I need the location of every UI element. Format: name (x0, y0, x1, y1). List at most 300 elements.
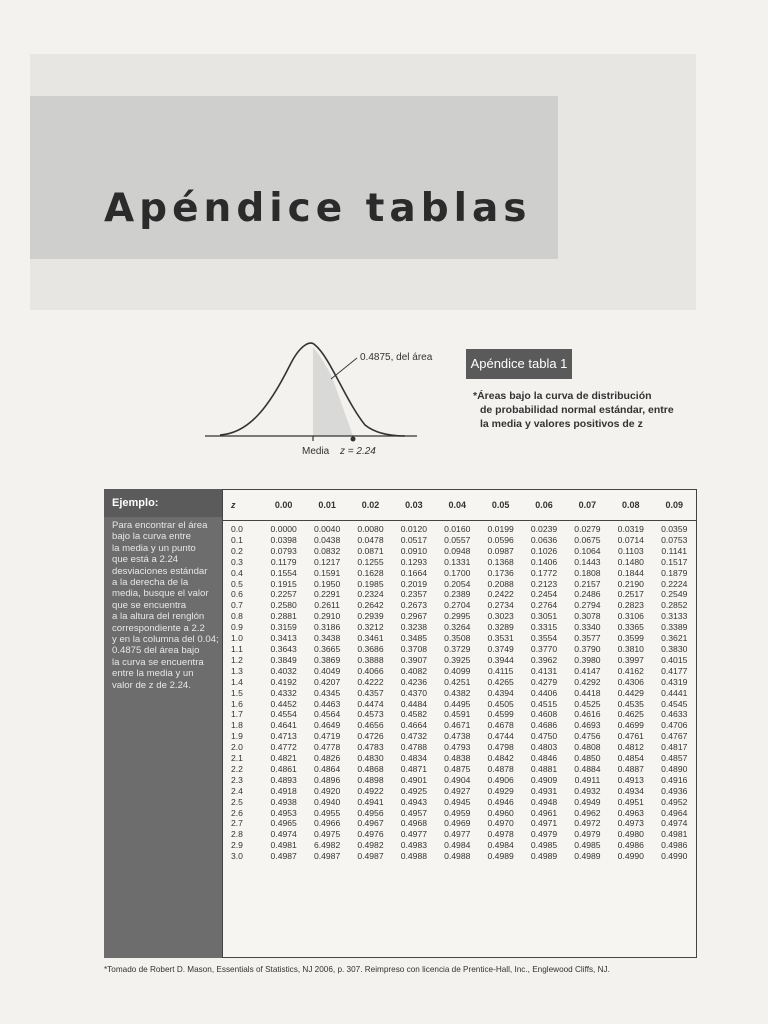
area-cell: 0.4535 (617, 698, 644, 709)
area-cell: 0.4922 (357, 785, 384, 796)
area-cell: 0.4147 (574, 665, 601, 676)
area-cell: 0.4861 (270, 763, 297, 774)
area-cell: 0.3485 (400, 633, 428, 644)
appendix-table-label: Apéndice tabla 1 (466, 349, 572, 379)
area-cell: 0.4582 (400, 709, 428, 720)
area-cell: 0.4177 (661, 665, 688, 676)
table-row (223, 557, 696, 568)
area-cell: 0.4988 (400, 851, 428, 862)
area-cell: 0.2088 (487, 578, 514, 589)
area-cell: 0.4279 (530, 676, 558, 687)
area-cell: 0.4808 (574, 742, 601, 753)
area-cell: 0.4911 (574, 774, 601, 785)
area-cell: 0.4962 (574, 807, 601, 818)
area-cell: 0.4738 (444, 731, 471, 742)
table-row (223, 633, 696, 644)
area-cell: 0.1879 (661, 567, 688, 578)
area-cell: 0.4394 (487, 687, 514, 698)
area-cell: 0.4979 (530, 829, 558, 840)
area-cell: 0.2704 (444, 600, 471, 611)
area-cell: 0.4985 (530, 840, 558, 851)
description-line: *Áreas bajo la curva de distribución (473, 390, 652, 402)
z-value-cell: 2.0 (231, 742, 243, 753)
area-cell: 0.3729 (444, 643, 471, 654)
area-cell: 0.1844 (617, 567, 644, 578)
z-value-cell: 1.5 (231, 687, 243, 698)
area-cell: 0.4884 (574, 763, 601, 774)
area-cell: 0.3869 (313, 654, 341, 665)
area-cell: 0.4793 (444, 742, 471, 753)
area-cell: 0.4948 (530, 796, 558, 807)
area-cell: 0.4744 (487, 731, 514, 742)
table-row (223, 742, 696, 753)
area-cell: 0.4936 (661, 785, 688, 796)
area-cell: 0.4756 (574, 731, 601, 742)
table-row (223, 753, 696, 764)
example-line: que se encuentra (112, 599, 187, 611)
area-cell: 0.2673 (400, 600, 428, 611)
area-cell: 0.0871 (357, 545, 384, 556)
z-value-cell: 2.4 (231, 785, 243, 796)
area-cell: 0.4890 (661, 763, 688, 774)
area-cell: 0.3643 (270, 643, 297, 654)
area-cell: 0.4750 (530, 731, 558, 742)
area-cell: 0.4972 (574, 818, 601, 829)
area-cell: 0.4934 (617, 785, 644, 796)
area-cell: 0.4222 (357, 676, 384, 687)
area-cell: 0.4968 (400, 818, 428, 829)
z-value-cell: 1.3 (231, 665, 243, 676)
area-cell: 0.2486 (574, 589, 601, 600)
area-cell: 0.4418 (574, 687, 601, 698)
z-value-cell: 2.9 (231, 840, 243, 851)
area-cell: 0.2422 (487, 589, 514, 600)
area-cell: 0.4564 (313, 709, 341, 720)
z-value-cell: 0.3 (231, 556, 243, 567)
area-cell: 0.1736 (487, 567, 514, 578)
area-cell: 0.2123 (530, 578, 558, 589)
area-cell: 0.4946 (487, 796, 514, 807)
area-cell: 0.4965 (270, 818, 297, 829)
table-row (223, 829, 696, 840)
area-cell: 0.4978 (487, 829, 514, 840)
area-cell: 0.4964 (661, 807, 688, 818)
area-cell: 0.4821 (270, 753, 297, 764)
area-cell: 0.3413 (270, 633, 297, 644)
area-cell: 0.4616 (574, 709, 601, 720)
area-cell: 0.2642 (357, 600, 384, 611)
area-cell: 0.4798 (487, 742, 514, 753)
area-cell: 0.4981 (270, 840, 297, 851)
area-cell: 0.0557 (444, 534, 471, 545)
table-row (223, 622, 696, 633)
area-cell: 0.2910 (313, 611, 341, 622)
area-cell: 0.2852 (661, 600, 688, 611)
area-cell: 0.4554 (270, 709, 297, 720)
table-row (223, 611, 696, 622)
example-line: entre la media y un (112, 668, 194, 680)
area-cell: 0.1915 (270, 578, 297, 589)
area-cell: 0.4931 (530, 785, 558, 796)
column-header: 0.06 (522, 490, 565, 521)
example-line: bajo la curva entre (112, 531, 191, 543)
area-cell: 0.4656 (357, 720, 384, 731)
table-row (223, 851, 696, 862)
area-cell: 0.0636 (530, 534, 558, 545)
area-cell: 0.4015 (661, 654, 688, 665)
table-row (223, 568, 696, 579)
table-row (223, 731, 696, 742)
area-cell: 0.3810 (617, 643, 644, 654)
area-cell: 0.4875 (444, 763, 471, 774)
area-cell: 0.4726 (357, 731, 384, 742)
area-leader-line (331, 358, 357, 379)
area-cell: 0.4987 (357, 851, 384, 862)
area-cell: 0.4925 (400, 785, 428, 796)
area-cell: 0.0000 (270, 524, 297, 534)
area-cell: 0.4115 (487, 665, 514, 676)
area-cell: 0.4983 (400, 840, 428, 851)
example-line: que está a 2.24 (112, 554, 179, 566)
area-cell: 0.4131 (530, 665, 558, 676)
area-cell: 0.0438 (313, 534, 341, 545)
area-cell: 0.0319 (617, 524, 644, 534)
column-header: 0.04 (436, 490, 479, 521)
area-cell: 0.3078 (574, 611, 601, 622)
area-cell: 0.4406 (530, 687, 558, 698)
area-cell: 0.4940 (313, 796, 341, 807)
area-cell: 0.1517 (661, 556, 688, 567)
area-cell: 0.4850 (574, 753, 601, 764)
area-cell: 0.0239 (530, 524, 558, 534)
z-value-cell: 1.0 (231, 633, 243, 644)
area-cell: 0.4838 (444, 753, 471, 764)
area-cell: 0.0199 (487, 524, 514, 534)
area-cell: 0.3665 (313, 643, 341, 654)
area-cell: 0.3686 (357, 643, 384, 654)
area-cell: 0.3980 (574, 654, 601, 665)
area-cell: 0.4826 (313, 753, 341, 764)
area-cell: 0.3051 (530, 611, 558, 622)
area-cell: 0.2517 (617, 589, 644, 600)
area-cell: 0.1554 (270, 567, 297, 578)
area-cell: 0.3708 (400, 643, 428, 654)
table-body (223, 521, 696, 863)
area-cell: 0.4881 (530, 763, 558, 774)
z-value-cell: 0.0 (231, 524, 243, 534)
area-cell: 0.4901 (400, 774, 428, 785)
area-cell: 0.1406 (530, 556, 558, 567)
area-cell: 0.2734 (487, 600, 514, 611)
area-cell: 0.4817 (661, 742, 688, 753)
area-cell: 0.4429 (617, 687, 644, 698)
area-cell: 0.0675 (574, 534, 601, 545)
table-row (223, 720, 696, 731)
area-cell: 0.4625 (617, 709, 644, 720)
area-cell: 0.4909 (530, 774, 558, 785)
z-value-cell: 2.2 (231, 763, 243, 774)
area-cell: 0.4953 (270, 807, 297, 818)
area-cell: 0.3925 (444, 654, 471, 665)
area-cell: 0.4834 (400, 753, 428, 764)
area-cell: 0.1772 (530, 567, 558, 578)
area-cell: 0.4236 (400, 676, 428, 687)
area-cell: 0.4032 (270, 665, 297, 676)
area-cell: 0.3340 (574, 622, 601, 633)
area-cell: 0.4989 (574, 851, 601, 862)
area-cell: 0.4987 (270, 851, 297, 862)
example-line: media, busque el valor (112, 588, 209, 600)
area-cell: 0.4871 (400, 763, 428, 774)
area-cell: 0.4732 (400, 731, 428, 742)
z-value-cell: 0.9 (231, 622, 243, 633)
column-header: 0.00 (262, 490, 305, 521)
normal-curve-figure (195, 335, 433, 460)
area-cell: 0.4955 (313, 807, 341, 818)
z-value-cell: 1.4 (231, 676, 243, 687)
example-line: a la altura del renglón (112, 611, 205, 623)
area-cell: 0.4251 (444, 676, 471, 687)
area-cell: 0.2967 (400, 611, 428, 622)
z-table-container (222, 489, 697, 958)
table-row (223, 840, 696, 851)
description-line: de probabilidad normal estándar, entre (480, 404, 674, 416)
area-cell: 0.4957 (400, 807, 428, 818)
area-cell: 0.4951 (617, 796, 644, 807)
area-cell: 0.3133 (661, 611, 688, 622)
area-cell: 0.4970 (487, 818, 514, 829)
area-cell: 0.3365 (617, 622, 644, 633)
area-cell: 0.4956 (357, 807, 384, 818)
area-cell: 0.1026 (530, 545, 558, 556)
column-header: 0.02 (349, 490, 392, 521)
table-row (223, 709, 696, 720)
column-header: 0.01 (305, 490, 348, 521)
area-cell: 0.4484 (400, 698, 428, 709)
area-cell: 0.4854 (617, 753, 644, 764)
area-cell: 0.4977 (444, 829, 471, 840)
example-line: a la derecha de la (112, 577, 189, 589)
area-cell: 0.4772 (270, 742, 297, 753)
area-cell: 0.3159 (270, 622, 297, 633)
z-label: z = 2.24 (340, 446, 376, 457)
table-row (223, 699, 696, 710)
area-cell: 0.4591 (444, 709, 471, 720)
table-row (223, 535, 696, 546)
area-cell: 0.4967 (357, 818, 384, 829)
area-cell: 0.2357 (400, 589, 428, 600)
media-label: Media (302, 446, 330, 457)
z-value-cell: 2.1 (231, 753, 243, 764)
area-cell: 0.3599 (617, 633, 644, 644)
area-cell: 0.4846 (530, 753, 558, 764)
area-cell: 0.4678 (487, 720, 514, 731)
area-cell: 0.1141 (661, 545, 688, 556)
area-cell: 0.4830 (357, 753, 384, 764)
area-cell: 0.1217 (313, 556, 341, 567)
area-cell: 0.0714 (617, 534, 644, 545)
area-cell: 0.4699 (617, 720, 644, 731)
area-cell: 0.2224 (661, 578, 688, 589)
area-cell: 0.4896 (313, 774, 341, 785)
table-row (223, 666, 696, 677)
area-cell: 0.2549 (661, 589, 688, 600)
area-cell: 0.2823 (617, 600, 644, 611)
area-cell: 0.1628 (357, 567, 384, 578)
area-cell: 0.3849 (270, 654, 297, 665)
area-cell: 0.4920 (313, 785, 341, 796)
column-header: 0.05 (479, 490, 522, 521)
example-text (104, 517, 222, 691)
area-cell: 0.4803 (530, 742, 558, 753)
example-line: la media y un punto (112, 542, 196, 554)
area-cell: 0.2291 (313, 589, 341, 600)
area-cell: 0.1179 (270, 556, 297, 567)
area-cell: 0.4943 (400, 796, 428, 807)
area-cell: 0.4973 (617, 818, 644, 829)
area-cell: 0.4515 (530, 698, 558, 709)
area-cell: 0.4893 (270, 774, 297, 785)
area-cell: 0.4370 (400, 687, 428, 698)
example-line: 0.4875 del área bajo (112, 645, 200, 657)
table-row (223, 644, 696, 655)
column-header: 0.03 (392, 490, 435, 521)
area-cell: 0.4192 (270, 676, 297, 687)
area-cell: 0.4969 (444, 818, 471, 829)
area-cell: 0.4984 (487, 840, 514, 851)
example-line: correspondiente a 2.2 (112, 622, 205, 634)
footnote: *Tomado de Robert D. Mason, Essentials of Statistics, NJ 2006, p. 307. Reimpreso con licencia de Prentice-Hall, Inc., Englewood Cliffs, NJ. (104, 965, 610, 974)
area-cell: 0.4292 (574, 676, 601, 687)
area-cell: 0.0910 (400, 545, 428, 556)
z-table (223, 490, 696, 862)
area-cell: 0.0753 (661, 534, 688, 545)
area-cell: 0.4941 (357, 796, 384, 807)
area-cell: 0.0987 (487, 545, 514, 556)
z-value-cell: 1.8 (231, 720, 243, 731)
z-marker (351, 437, 356, 442)
z-value-cell: 1.7 (231, 709, 243, 720)
table-row (223, 775, 696, 786)
area-cell: 0.0120 (400, 524, 428, 534)
area-cell: 0.4265 (487, 676, 514, 687)
area-cell: 0.2454 (530, 589, 558, 600)
area-cell: 0.3438 (313, 633, 341, 644)
area-cell: 0.3106 (617, 611, 644, 622)
area-cell: 0.2054 (444, 578, 471, 589)
area-cell: 0.4452 (270, 698, 297, 709)
area-cell: 0.4960 (487, 807, 514, 818)
area-cell: 0.1480 (617, 556, 644, 567)
area-cell: 0.3888 (357, 654, 384, 665)
area-cell: 0.3790 (574, 643, 601, 654)
area-cell: 0.0596 (487, 534, 514, 545)
z-value-cell: 2.3 (231, 774, 243, 785)
area-cell: 0.4783 (357, 742, 384, 753)
area-cell: 0.1255 (357, 556, 384, 567)
area-cell: 0.2019 (400, 578, 428, 589)
area-cell: 0.4945 (444, 796, 471, 807)
area-cell: 0.4989 (530, 851, 558, 862)
area-cell: 0.4975 (313, 829, 341, 840)
table-header-row (223, 490, 696, 521)
area-cell: 0.4974 (661, 818, 688, 829)
area-cell: 0.4932 (574, 785, 601, 796)
area-cell: 0.2157 (574, 578, 601, 589)
area-cell: 0.2257 (270, 589, 297, 600)
area-cell: 0.4099 (444, 665, 471, 676)
area-cell: 0.4049 (313, 665, 341, 676)
table-description (473, 389, 674, 431)
area-cell: 0.4382 (444, 687, 471, 698)
area-cell: 0.4686 (530, 720, 558, 731)
area-cell: 0.0080 (357, 524, 384, 534)
area-cell: 0.1293 (400, 556, 428, 567)
table-row (223, 579, 696, 590)
area-cell: 0.0948 (444, 545, 471, 556)
area-cell: 0.3577 (574, 633, 601, 644)
area-cell: 0.4887 (617, 763, 644, 774)
area-cell: 0.4949 (574, 796, 601, 807)
area-cell: 0.1368 (487, 556, 514, 567)
area-cell: 0.4162 (617, 665, 644, 676)
area-cell: 0.4986 (661, 840, 688, 851)
area-cell: 0.0517 (400, 534, 428, 545)
area-cell: 0.4463 (313, 698, 341, 709)
z-value-cell: 2.6 (231, 807, 243, 818)
table-row (223, 521, 696, 535)
area-cell: 0.4319 (661, 676, 688, 687)
area-cell: 0.1331 (444, 556, 471, 567)
area-cell: 0.4474 (357, 698, 384, 709)
table-row (223, 808, 696, 819)
z-value-cell: 0.5 (231, 578, 243, 589)
table-row (223, 688, 696, 699)
page-title: Apéndice tablas (104, 186, 532, 231)
area-cell: 0.4977 (400, 829, 428, 840)
z-column-header: z (223, 490, 262, 521)
area-cell: 6.4982 (313, 840, 341, 851)
area-cell: 0.4207 (313, 676, 341, 687)
area-cell: 0.4988 (444, 851, 471, 862)
area-cell: 0.0478 (357, 534, 384, 545)
z-value-cell: 0.8 (231, 611, 243, 622)
area-cell: 0.2611 (314, 600, 340, 611)
area-cell: 0.4545 (661, 698, 688, 709)
z-value-cell: 0.4 (231, 567, 243, 578)
area-cell: 0.4929 (487, 785, 514, 796)
area-cell: 0.4857 (661, 753, 688, 764)
area-cell: 0.4927 (444, 785, 471, 796)
area-cell: 0.4906 (487, 774, 514, 785)
area-cell: 0.3186 (313, 622, 341, 633)
area-cell: 0.4788 (400, 742, 428, 753)
area-cell: 0.3531 (487, 633, 514, 644)
example-line: Para encontrar el área (112, 520, 208, 531)
area-cell: 0.4989 (487, 851, 514, 862)
area-cell: 0.4987 (313, 851, 341, 862)
area-cell: 0.2389 (444, 589, 471, 600)
table-row (223, 655, 696, 666)
area-cell: 0.3770 (530, 643, 558, 654)
z-value-cell: 1.6 (231, 698, 243, 709)
area-cell: 0.4357 (357, 687, 384, 698)
area-cell: 0.4767 (661, 731, 688, 742)
area-cell: 0.0040 (313, 524, 341, 534)
area-cell: 0.4345 (313, 687, 341, 698)
area-cell: 0.4761 (617, 731, 644, 742)
area-cell: 0.4979 (574, 829, 601, 840)
